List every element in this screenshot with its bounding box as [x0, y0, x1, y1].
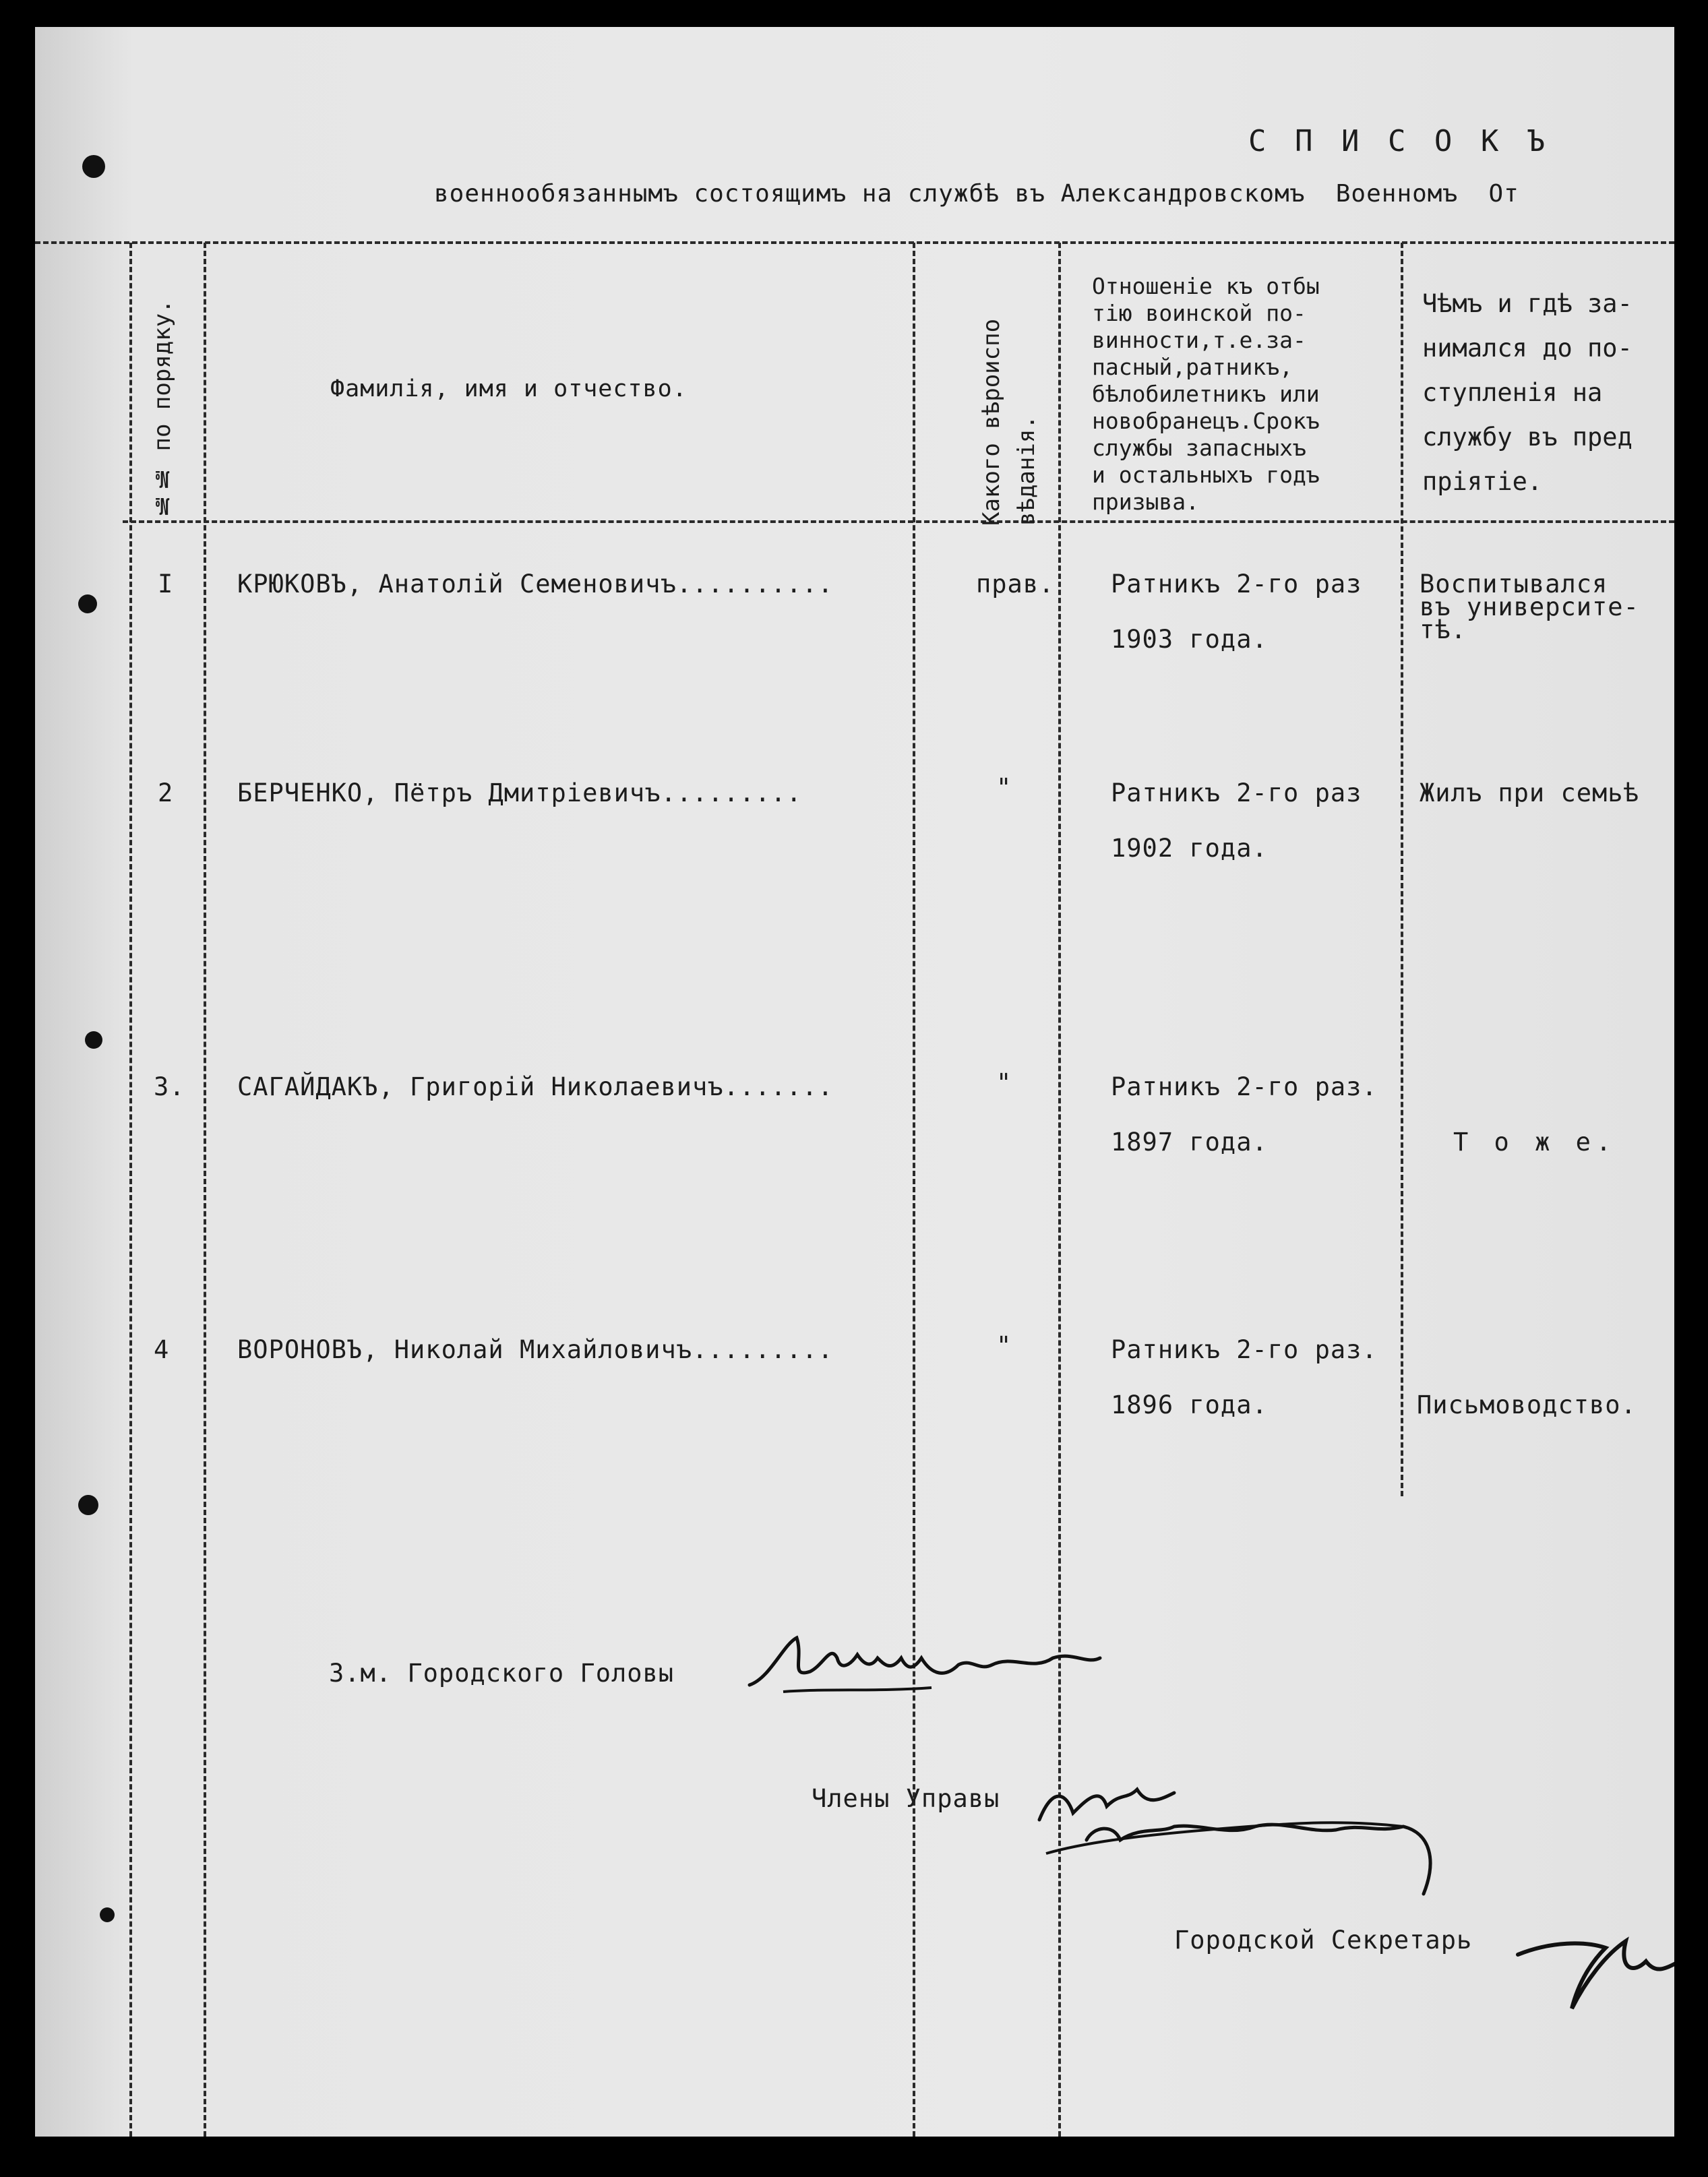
board-signature-label: Члены Управы [812, 1784, 1000, 1813]
board-signature [1026, 1759, 1457, 1907]
document-page [35, 27, 1674, 2137]
occupation-header-line: службу въ пред [1422, 423, 1633, 452]
row-4-religion: " [996, 1331, 1012, 1360]
status-header-line: пасный,ратникъ, [1092, 354, 1293, 380]
column-header-name: Фамилія, имя и отчество. [330, 375, 688, 402]
occupation-header-line: Чѣмъ и гдѣ за- [1422, 289, 1633, 318]
status-header-line: призыва. [1092, 489, 1199, 515]
status-header-line: Отношеніе къ отбы [1092, 273, 1320, 299]
column-header-religion-b: вѣданія. [1013, 415, 1040, 526]
status-header-line: новобранецъ.Срокъ [1092, 408, 1320, 434]
row-1-religion: прав. [976, 570, 1055, 599]
row-1-occupation-2: въ университе- [1420, 592, 1639, 621]
status-header-line: бѣлобилетникъ или [1092, 381, 1320, 407]
document-title: С П И С О К Ъ [1248, 124, 1551, 158]
row-4-status-2: 1896 года. [1111, 1390, 1268, 1419]
row-3-status-1: Ратникъ 2-го раз. [1111, 1072, 1378, 1101]
occupation-header-line: ступленія на [1422, 378, 1603, 407]
binding-hole [78, 1495, 98, 1515]
row-3-occupation-1: Т о ж е. [1453, 1128, 1617, 1157]
row-1-status-1: Ратникъ 2-го раз [1111, 570, 1362, 599]
row-2-status-1: Ратникъ 2-го раз [1111, 778, 1362, 807]
status-header-line: службы запасныхъ [1092, 435, 1306, 461]
status-header-line: винности,т.е.за- [1092, 327, 1306, 353]
row-1-occupation-1: Воспитывался [1420, 570, 1608, 599]
row-4-name: ВОРОНОВЪ, Николай Михайловичъ......... [237, 1335, 834, 1364]
row-3-status-2: 1897 года. [1111, 1128, 1268, 1157]
row-2-status-2: 1902 года. [1111, 834, 1268, 863]
column-divider-3 [913, 243, 915, 2137]
column-divider-5 [1401, 243, 1403, 1496]
status-header-line: тію воинской по- [1092, 300, 1306, 326]
row-2-name: БЕРЧЕНКО, Пётръ Дмитріевичъ......... [237, 778, 802, 807]
row-3-number: 3. [154, 1072, 185, 1101]
column-header-occupation [1422, 282, 1633, 504]
row-1-status-2: 1903 года. [1111, 625, 1268, 654]
column-header-religion-a: Какого вѣроиспо [978, 318, 1005, 526]
secretary-signature-label: Городской Секретарь [1174, 1926, 1473, 1955]
row-3-name: САГАЙДАКЪ, Григорій Николаевичъ....... [237, 1072, 834, 1101]
mayor-signature [743, 1618, 1107, 1712]
row-2-occupation-1: Жилъ при семьѣ [1420, 778, 1639, 807]
row-1-occupation-3: тѣ. [1420, 615, 1467, 644]
occupation-header-line: нимался до по- [1422, 334, 1633, 363]
column-header-number: №№ по порядку. [149, 299, 176, 519]
table-top-rule [35, 241, 1674, 244]
binding-hole [82, 155, 105, 178]
row-3-religion: " [996, 1068, 1012, 1097]
row-4-occupation-1: Письмоводство. [1417, 1390, 1637, 1419]
column-divider-2 [204, 243, 206, 2137]
column-header-status [1092, 273, 1320, 516]
binding-hole [100, 1907, 115, 1922]
mayor-signature-label: З.м. Городского Головы [329, 1659, 675, 1688]
binding-hole [78, 594, 97, 613]
occupation-header-line: пріятіе. [1422, 467, 1543, 496]
row-4-number: 4 [154, 1335, 170, 1364]
status-header-line: и остальныхъ годъ [1092, 462, 1320, 488]
row-4-status-1: Ратникъ 2-го раз. [1111, 1335, 1378, 1364]
binding-hole [85, 1031, 102, 1049]
row-2-number: 2 [158, 778, 174, 807]
document-subtitle: военнообязаннымъ состоящимъ на службѣ въ Александровскомъ Военномъ От [434, 180, 1519, 208]
row-1-number: I [158, 570, 174, 599]
row-2-religion: " [996, 773, 1012, 802]
column-divider-1 [129, 243, 132, 2137]
header-bottom-rule [123, 520, 1674, 523]
secretary-signature [1511, 1901, 1674, 2022]
row-1-name: КРЮКОВЪ, Анатолій Семеновичъ.......... [237, 570, 834, 599]
